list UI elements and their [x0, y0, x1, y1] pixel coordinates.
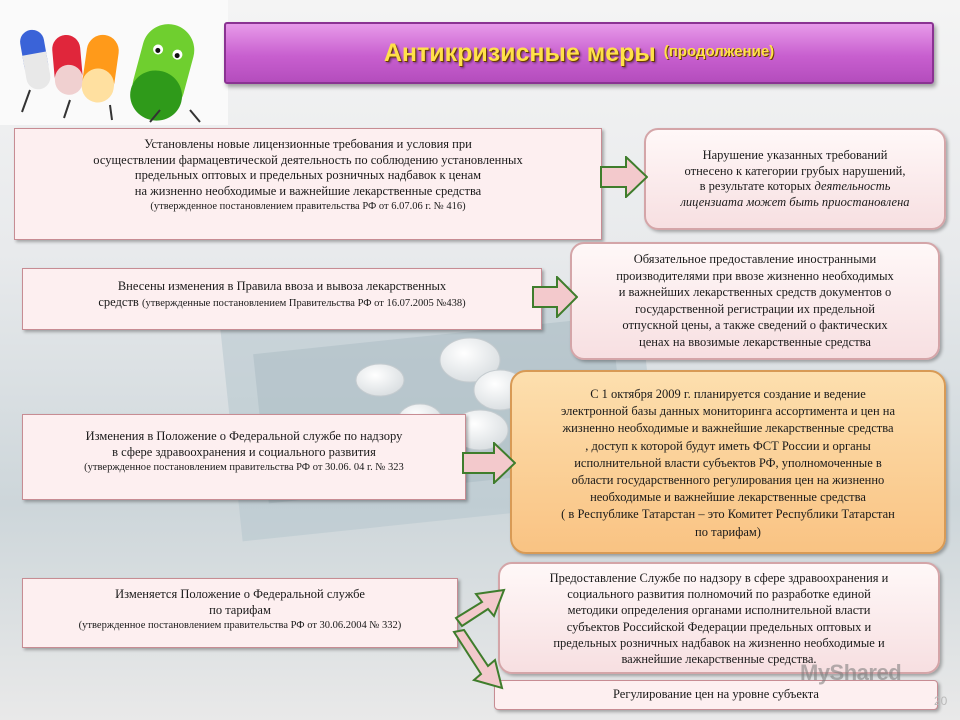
arrow-right-icon — [532, 276, 578, 318]
text-line: ( в Республике Татарстан – это Комитет Республики Татарстан — [561, 507, 895, 522]
text-line: Установлены новые лицензионные требования и условия при — [144, 137, 472, 151]
text-line: электронной базы данных мониторинга ассортимента и цен на — [560, 404, 895, 419]
text-line: Предоставление Службе по надзору в сфере здравоохранения и — [549, 571, 889, 585]
left-box-import-export-rules — [22, 268, 542, 330]
arrow-up-right-icon — [454, 584, 506, 630]
text-line: по тарифам — [209, 602, 271, 617]
text-line: Внесены изменения в Правила ввоза и вывоза лекарственных — [117, 279, 447, 293]
watermark-text: MyShared — [800, 660, 902, 685]
text-line: необходимые и важнейшие лекарственные средства — [590, 490, 866, 505]
right-box-supervision-authority — [498, 562, 940, 674]
regulation-note: (утвержденное постановлением правительства РФ от 30.06.2004 № 332) — [78, 620, 402, 631]
text-line-italic: деятельность — [814, 179, 891, 193]
slide-title-banner — [224, 22, 934, 84]
text-line: на жизненно необходимые и важнейшие лекарственные средства — [134, 183, 482, 198]
left-box-federal-service-supervision — [22, 414, 466, 500]
regulation-note: (утвержденное постановлением правительства РФ от 30.06. 04 г. № 323 — [84, 462, 404, 473]
text-line: Обязательное предоставление иностранными — [633, 252, 877, 266]
slide-subtitle: (продолжение) — [663, 42, 775, 60]
text-line: жизненно необходимые и важнейшие лекарственные средства — [562, 421, 894, 436]
text-line: предельных оптовых и предельных розничных надбавок к ценам — [134, 168, 482, 182]
left-box-license-requirements — [14, 128, 602, 240]
arrow-right-icon — [600, 156, 648, 198]
text-line: исполнительной власти субъектов РФ, уполномоченные в — [574, 455, 882, 470]
text-line: Изменения в Положение о Федеральной службе по надзору — [85, 429, 403, 443]
text-line: производителями при ввозе жизненно необходимых — [616, 268, 894, 283]
capsule-characters-illustration — [0, 0, 228, 126]
text-line: Изменяется Положение о Федеральной службе — [115, 587, 365, 601]
text-line: методики определения органами исполнительной власти — [567, 603, 871, 618]
text-line: предельных розничных надбавок на жизненно необходимые и — [553, 635, 885, 650]
text-line: средств — [98, 294, 139, 309]
right-box-violation — [644, 128, 946, 230]
text-line: отпускной цены, а также сведений о фактических — [622, 318, 888, 332]
text-line: в сфере здравоохранения и социального развития — [112, 444, 376, 459]
text-line: , доступ к которой будут иметь ФСТ России и органы — [585, 438, 871, 453]
text-line: С 1 октября 2009 г. планируется создание и ведение — [590, 387, 866, 401]
text-line: ценах на ввозимые лекарственные средства — [639, 334, 871, 349]
text-line: государственной регистрации их предельной — [635, 301, 875, 316]
arrow-right-icon — [462, 442, 516, 484]
text-line: субъектов Российской Федерации предельных оптовых и — [566, 619, 872, 634]
text-line: и важнейших лекарственных средств документов о — [618, 285, 892, 299]
regulation-note: (утвержденные постановлением Правительства РФ от 16.07.2005 №438) — [141, 297, 466, 309]
right-box-monitoring-database — [510, 370, 946, 554]
text-line: в результате которых — [699, 179, 815, 193]
arrow-down-right-icon — [450, 628, 506, 690]
text-line: важнейшие лекарственные средства. — [621, 652, 817, 667]
text-line: отнесено к категории грубых нарушений, — [684, 163, 906, 178]
text-line: осуществлении фармацевтической деятельность по соблюдению установленных — [93, 152, 523, 167]
text-line: Нарушение указанных требований — [702, 148, 888, 162]
text-line: Регулирование цен на уровне субъекта — [613, 687, 819, 701]
text-line-italic: лицензиата может быть приостановлена — [680, 194, 910, 209]
left-box-federal-tariff-service — [22, 578, 458, 648]
page-number: 20 — [934, 694, 948, 708]
regulation-note: (утвержденное постановлением правительства РФ от 6.07.06 г. № 416) — [150, 201, 466, 212]
text-line: области государственного регулирования цен на жизненно — [571, 473, 885, 488]
text-line: по тарифам) — [695, 524, 761, 539]
right-box-foreign-producers — [570, 242, 940, 360]
text-line: социального развития полномочий по разработке единой — [567, 587, 871, 602]
slide-title: Антикризисные меры — [383, 38, 656, 67]
